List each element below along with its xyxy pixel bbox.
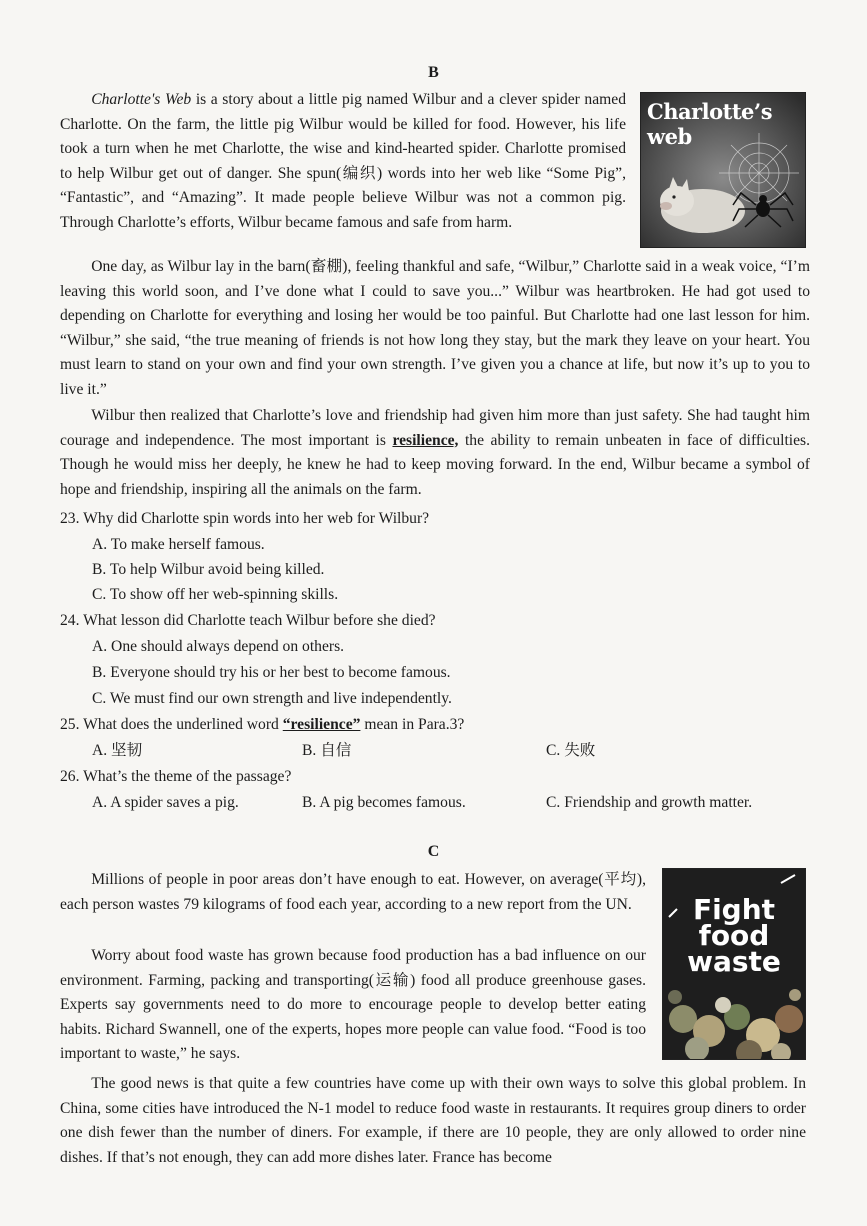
section-b-paragraph-2: One day, as Wilbur lay in the barn(畜棚), feeling thankful and safe, “Wilbur,” Charlotte said in a weak voice, “I’m leaving this world soon, and I’ve done what I could to save you...” Wilbur was heartbroken. He had got used to depending on Charlotte for everything and losing her would be too painful. But Charlotte had one last lesson for him. “Wilbur,” she said, “the true meaning of friends is not how long they stay, but the mark they leave on your heart. You must learn to stand on your own and find your own strength. I’ve given you a chance at life, but now it’s up to you to live it.” xyxy=(60,258,810,398)
section-b-paragraph-3 xyxy=(60,404,810,502)
question-25 xyxy=(60,712,464,738)
q25-underlined-word: “resilience” xyxy=(282,716,361,733)
image-text-fight: Fight xyxy=(692,893,776,926)
q23-option-b: B. To help Wilbur avoid being killed. xyxy=(92,561,325,578)
section-c-paragraph-3: The good news is that quite a few countries have come up with their own ways to solve this global problem. In China, some cities have introduced the N-1 model to reduce food waste in restaurants. It requires group diners to order one dish fewer than the number of diners. For example, if there are 10 people, they are only allowed to order nine dishes. If that’s not enough, they can add more dishes later. France has become xyxy=(60,1075,806,1166)
image-text-waste: waste xyxy=(687,945,781,978)
paragraph-3-before: Wilbur then realized that Charlotte’s love and friendship had given him more than just safety. She had taught him courage and independence. The most important is xyxy=(60,407,810,449)
question-26: 26. What’s the theme of the passage? xyxy=(60,768,292,785)
question-24: 24. What lesson did Charlotte teach Wilbur before she died? xyxy=(60,612,436,629)
underlined-word-resilience: resilience, xyxy=(392,431,459,449)
q24-option-c: C. We must find our own strength and live independently. xyxy=(92,690,452,707)
q25-option-a: A. 坚韧 xyxy=(92,742,143,759)
section-b-label: B xyxy=(428,64,439,81)
charlottes-web-cover-image xyxy=(640,92,806,248)
image-title: Charlotte’s web xyxy=(647,99,773,149)
section-b-paragraph-1 xyxy=(60,88,626,236)
question-23: 23. Why did Charlotte spin words into her web for Wilbur? xyxy=(60,510,430,527)
q23-option-c: C. To show off her web-spinning skills. xyxy=(92,586,339,603)
section-c-paragraph-2: Worry about food waste has grown because food production has a bad influence on our environment. Farming, packing and transporting(运输) food all produce greenhouse gases. Experts say governments need to do more to encourage people to develop better eating habits. Richard Swannell, one of the experts, hopes more people can value food. “Food is too important to waste,” he says. xyxy=(60,947,646,1063)
q25-option-c: C. 失败 xyxy=(546,742,596,759)
fight-food-waste-image xyxy=(662,868,806,1060)
paragraph-1-text: is a story about a little pig named Wilbur and a clever spider named Charlotte. On the farm, the little pig Wilbur would be killed for food. However, his life took a turn when he met Charlotte, the wise and kind-hearted spider. Charlotte promised to help Wilbur get out of danger. She spun(编织) words into her web like “Some Pig”, “Fantastic”, and “Amazing”. It made people believe Wilbur was not a common pig. Through Charlotte’s efforts, Wilbur became famous and safe from harm. xyxy=(60,91,626,231)
q26-option-a: A. A spider saves a pig. xyxy=(92,794,239,811)
q24-option-b: B. Everyone should try his or her best to become famous. xyxy=(92,664,451,681)
q23-option-a: A. To make herself famous. xyxy=(92,536,265,553)
paragraph-3-after: the ability to remain unbeaten in face of difficulties. Though he would miss her deeply, he knew he had to keep moving forward. In the end, Wilbur became a symbol of hope and friendship, inspiring all the animals on the farm. xyxy=(60,431,810,498)
q24-option-a: A. One should always depend on others. xyxy=(92,638,345,655)
book-title: Charlotte's Web xyxy=(91,91,192,108)
q26-option-c: C. Friendship and growth matter. xyxy=(546,794,753,811)
q25-prefix: 25. What does the underlined word xyxy=(60,716,283,733)
section-c-label: C xyxy=(427,843,440,860)
q25-option-b: B. 自信 xyxy=(302,742,352,759)
q26-option-b: B. A pig becomes famous. xyxy=(302,794,466,811)
image-text-food: food xyxy=(698,919,770,952)
q25-suffix: mean in Para.3? xyxy=(360,716,465,733)
section-c-paragraph-1: Millions of people in poor areas don’t have enough to eat. However, on average(平均), each person wastes 79 kilograms of food each year, according to a new report from the UN. xyxy=(60,871,646,913)
